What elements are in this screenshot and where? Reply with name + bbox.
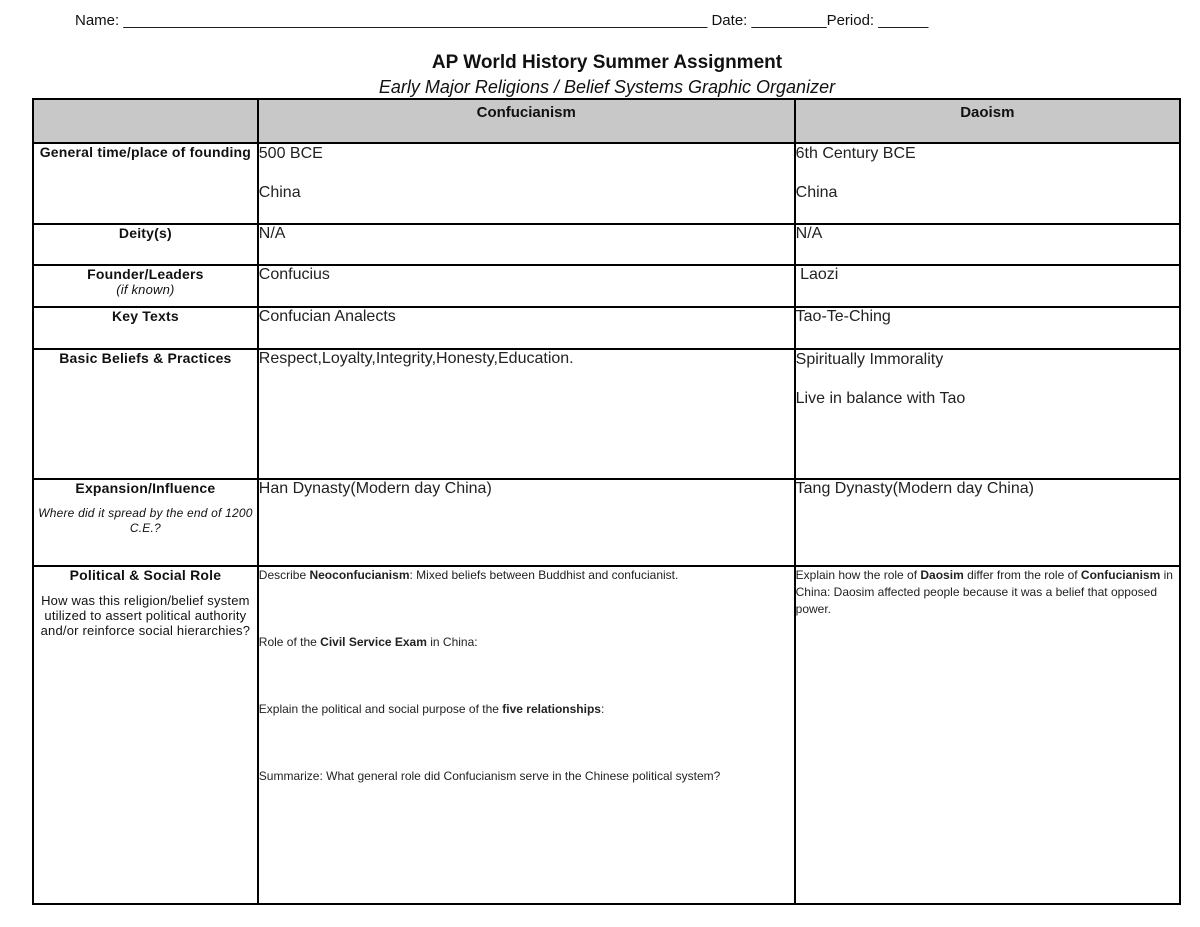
column-header-confucianism: Confucianism [258, 99, 795, 143]
prompt-five-relationships: Explain the political and social purpose of the five relationships: [258, 702, 605, 716]
row-label-political [33, 566, 258, 904]
cell-dao-founding [795, 143, 1180, 224]
prompt-daoism-role: Explain how the role of Daosim differ from the role of Confucianism in China: Daosim affected people because it was a belief that opposed power. [795, 568, 1173, 616]
cell-dao-beliefs [795, 349, 1180, 479]
table-row [33, 143, 1180, 224]
founder-label: Founder/Leaders [87, 266, 204, 282]
cell-text: 500 BCE [258, 145, 323, 162]
row-label-founder [33, 265, 258, 307]
prompt-neoconfucianism: Describe Neoconfucianism: Mixed beliefs between Buddhist and confucianist. [258, 568, 679, 582]
header-blank-cell [33, 99, 258, 143]
table-row [33, 349, 1180, 479]
page-subtitle: Early Major Religions / Belief Systems Graphic Organizer [378, 77, 836, 97]
founder-note: (if known) [116, 282, 175, 297]
cell-conf-founder: Confucius [258, 265, 795, 307]
table-row [33, 566, 1180, 904]
cell-conf-political [258, 566, 795, 904]
cell-dao-texts: Tao-Te-Ching [795, 307, 1180, 349]
cell-conf-texts: Confucian Analects [258, 307, 795, 349]
cell-text: Spiritually Immorality [795, 351, 944, 368]
table-row [33, 224, 1180, 265]
row-label-beliefs: Basic Beliefs & Practices [33, 349, 258, 479]
table-header-row [33, 99, 1180, 143]
cell-conf-deity: N/A [258, 224, 795, 265]
cell-text: China [795, 184, 838, 201]
table-row [33, 479, 1180, 566]
row-label-founding: General time/place of founding [33, 143, 258, 224]
name-date-period-line: Name: ______________________________________________________________________ Date: _________Period: ______ [75, 12, 929, 29]
table-row [33, 307, 1180, 349]
table-row [33, 265, 1180, 307]
cell-text: 6th Century BCE [795, 145, 916, 162]
cell-conf-expansion: Han Dynasty(Modern day China) [258, 479, 795, 566]
column-header-daoism: Daoism [795, 99, 1180, 143]
political-label: Political & Social Role [69, 567, 222, 583]
expansion-note: Where did it spread by the end of 1200 C.E.? [38, 506, 253, 535]
cell-text: China [258, 184, 301, 201]
row-label-deity: Deity(s) [33, 224, 258, 265]
expansion-label: Expansion/Influence [75, 480, 216, 496]
prompt-civil-service-exam: Role of the Civil Service Exam in China: [258, 635, 478, 649]
cell-text: Live in balance with Tao [795, 390, 966, 407]
cell-dao-expansion: Tang Dynasty(Modern day China) [795, 479, 1180, 566]
graphic-organizer-table [32, 98, 1181, 905]
cell-conf-beliefs: Respect,Loyalty,Integrity,Honesty,Education. [258, 349, 795, 479]
row-label-texts: Key Texts [33, 307, 258, 349]
cell-dao-founder: Laozi [795, 265, 1180, 307]
row-label-expansion [33, 479, 258, 566]
cell-dao-deity: N/A [795, 224, 1180, 265]
cell-dao-political [795, 566, 1180, 904]
page-title: AP World History Summer Assignment [431, 52, 783, 73]
political-note: How was this religion/belief system utilized to assert political authority and/or reinforce social hierarchies? [40, 593, 251, 638]
prompt-summarize: Summarize: What general role did Confucianism serve in the Chinese political system? [258, 769, 721, 783]
cell-conf-founding [258, 143, 795, 224]
